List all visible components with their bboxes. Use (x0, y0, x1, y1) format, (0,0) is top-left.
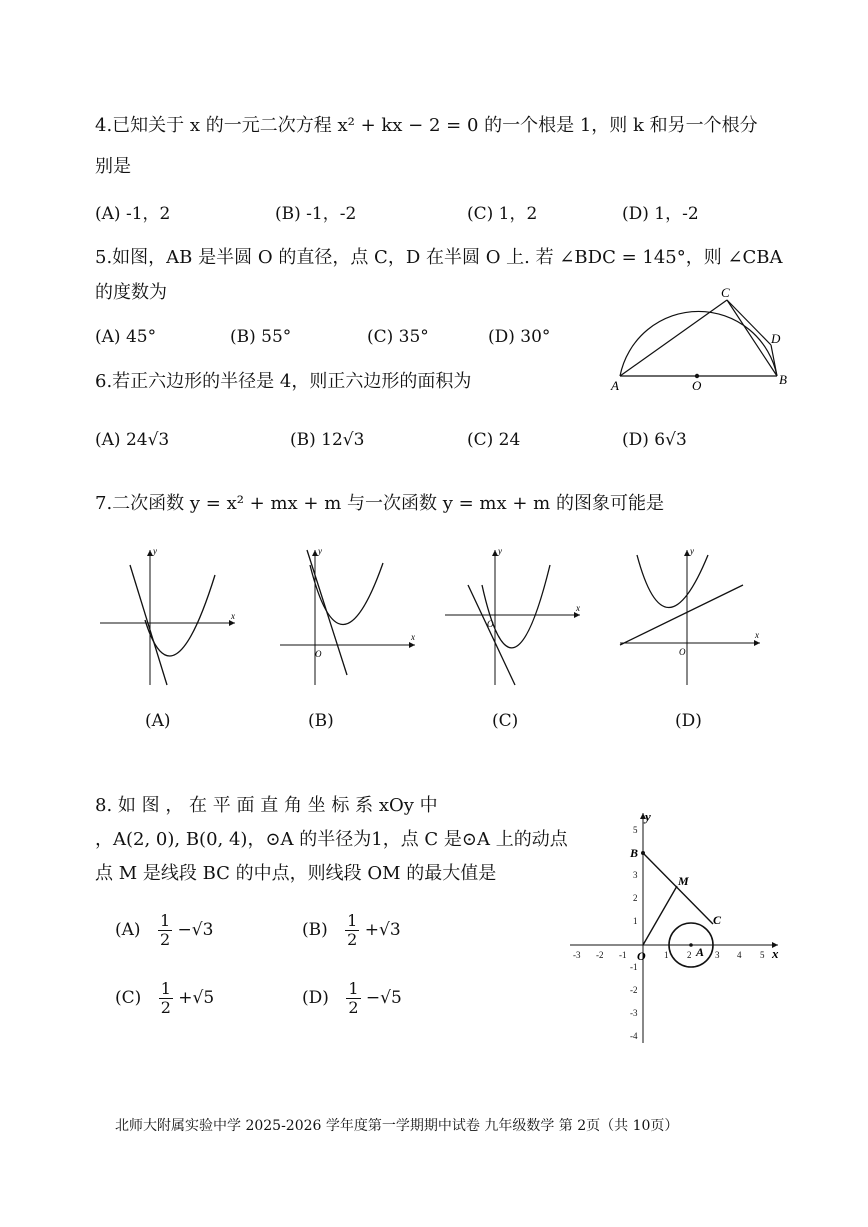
q8-option-d: (D) $\frac{1}{2}$ −√5 (302, 979, 402, 1017)
svg-text:y: y (153, 546, 157, 556)
svg-text:-2: -2 (630, 985, 638, 995)
q4-option-d: (D) 1，-2 (622, 204, 699, 224)
svg-text:x: x (755, 630, 759, 640)
q5-label-d: D (771, 331, 781, 346)
svg-text:3: 3 (715, 950, 720, 960)
page-footer: 北师大附属实验中学 2025-2026 学年度第一学期期中试卷 九年级数学 第 2页（共 10页） (115, 1118, 679, 1134)
q8-option-a: (A) $\frac{1}{2}$ −√3 (115, 911, 214, 949)
q4-stem-line2: 别是 (95, 156, 131, 177)
q4-option-b: (B) -1，-2 (275, 204, 357, 224)
q8-stem-line1: 8. 如 图 ， 在 平 面 直 角 坐 标 系 xOy 中 (95, 795, 438, 816)
svg-text:2: 2 (687, 950, 692, 960)
svg-text:x: x (231, 611, 235, 621)
q6-option-d: (D) 6√3 (622, 430, 687, 450)
svg-text:A: A (696, 945, 705, 959)
q6-option-b: (B) 12√3 (290, 430, 365, 450)
svg-text:5: 5 (760, 950, 765, 960)
q4-option-c: (C) 1，2 (467, 204, 538, 224)
q5-stem-line1: 5.如图，AB 是半圆 O 的直径，点 C，D 在半圆 O 上. 若 ∠BDC = 145°，则 ∠CBA (95, 247, 783, 268)
q7-graph-d (615, 545, 765, 690)
q5-stem-line2: 的度数为 (95, 282, 167, 303)
svg-text:O: O (637, 949, 646, 963)
q5-option-b: (B) 55° (230, 327, 292, 347)
q5-semicircle-figure (605, 283, 795, 393)
svg-text:y: y (690, 546, 694, 556)
svg-text:x: x (772, 946, 779, 961)
q5-label-c: C (721, 285, 730, 300)
q5-option-a: (A) 45° (95, 327, 157, 347)
svg-text:5: 5 (633, 825, 638, 835)
svg-text:1: 1 (633, 916, 638, 926)
q7-graph-d-label: (D) (675, 711, 702, 731)
q8-option-b: (B) $\frac{1}{2}$ +√3 (302, 911, 401, 949)
q8-coordinate-figure (565, 808, 785, 1048)
svg-text:3: 3 (633, 870, 638, 880)
svg-text:y: y (318, 546, 322, 556)
svg-text:-1: -1 (619, 950, 627, 960)
svg-text:B: B (630, 846, 639, 860)
svg-text:O: O (679, 647, 686, 657)
svg-text:O: O (487, 619, 494, 629)
svg-text:-4: -4 (630, 1031, 638, 1041)
q7-graph-c-label: (C) (492, 711, 519, 731)
svg-text:1: 1 (664, 950, 669, 960)
q6-stem: 6.若正六边形的半径是 4，则正六边形的面积为 (95, 371, 472, 392)
q5-option-d: (D) 30° (488, 327, 551, 347)
q7-graph-a-label: (A) (145, 711, 171, 731)
q7-graph-a (95, 545, 240, 690)
q5-label-a: A (611, 378, 619, 393)
svg-text:y: y (498, 546, 502, 556)
q7-graph-b-label: (B) (308, 711, 334, 731)
q6-option-a: (A) 24√3 (95, 430, 170, 450)
q7-graph-b (275, 545, 420, 690)
q5-label-o: O (692, 378, 702, 393)
svg-text:O: O (315, 649, 322, 659)
svg-text:4: 4 (737, 950, 742, 960)
svg-text:-1: -1 (630, 962, 638, 972)
svg-text:x: x (576, 603, 580, 613)
q5-option-c: (C) 35° (367, 327, 429, 347)
svg-text:x: x (411, 632, 415, 642)
q7-stem: 7.二次函数 y = x² + mx + m 与一次函数 y = mx + m 的图象可能是 (95, 493, 664, 514)
q6-option-c: (C) 24 (467, 430, 521, 450)
svg-text:y: y (645, 809, 651, 824)
svg-text:C: C (713, 913, 722, 927)
svg-text:-3: -3 (573, 950, 581, 960)
svg-text:-2: -2 (596, 950, 604, 960)
q8-stem-line2: ，A(2, 0), B(0, 4)，⊙A 的半径为1，点 C 是⊙A 上的动点 (95, 829, 568, 850)
svg-text:2: 2 (633, 893, 638, 903)
q7-graph-c (440, 545, 585, 690)
svg-text:-3: -3 (630, 1008, 638, 1018)
svg-text:M: M (678, 874, 689, 888)
q4-option-a: (A) -1，2 (95, 204, 171, 224)
q8-option-c: (C) $\frac{1}{2}$ +√5 (115, 979, 215, 1017)
q4-stem-line1: 4.已知关于 x 的一元二次方程 x² + kx − 2 = 0 的一个根是 1，则 k 和另一个根分 (95, 115, 758, 136)
q8-stem-line3: 点 M 是线段 BC 的中点，则线段 OM 的最大值是 (95, 863, 497, 884)
q5-label-b: B (779, 372, 787, 387)
